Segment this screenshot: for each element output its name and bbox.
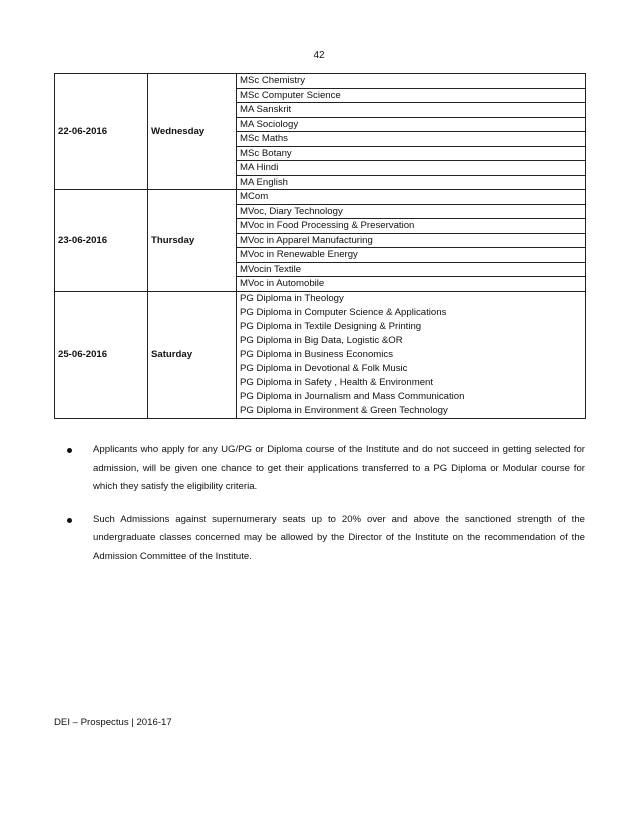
- course-name: MVocin Textile: [237, 262, 586, 277]
- course-name: MVoc, Diary Technology: [237, 204, 586, 219]
- course-name: MA Sociology: [237, 117, 586, 132]
- schedule-date: 22-06-2016: [55, 74, 148, 190]
- course-name: PG Diploma in Journalism and Mass Communication: [240, 390, 465, 402]
- course-name: MVoc in Apparel Manufacturing: [237, 233, 586, 248]
- notes-list: [54, 441, 585, 581]
- table-row: [55, 74, 586, 89]
- table-row: [55, 190, 586, 205]
- course-name: MVoc in Renewable Energy: [237, 248, 586, 263]
- course-name: MA English: [237, 175, 586, 190]
- diploma-course-list: [237, 291, 586, 418]
- schedule-date: 25-06-2016: [55, 291, 148, 418]
- footer-text: DEI – Prospectus | 2016-17: [54, 717, 172, 728]
- course-name: MVoc in Automobile: [237, 277, 586, 292]
- course-name: MA Sanskrit: [237, 103, 586, 118]
- course-name: MSc Chemistry: [237, 74, 586, 89]
- course-name: MSc Maths: [237, 132, 586, 147]
- bullet-icon: [67, 448, 72, 453]
- schedule-day: Wednesday: [148, 74, 237, 190]
- schedule-day: Saturday: [148, 291, 237, 418]
- course-name: PG Diploma in Business Economics: [240, 348, 394, 360]
- course-name: MSc Botany: [237, 146, 586, 161]
- course-name: PG Diploma in Theology: [240, 292, 344, 304]
- bullet-icon: [67, 518, 72, 523]
- list-item: [54, 511, 585, 567]
- schedule-day: Thursday: [148, 190, 237, 292]
- course-name: PG Diploma in Safety , Health & Environment: [240, 376, 434, 388]
- course-name: PG Diploma in Computer Science & Applications: [240, 306, 447, 318]
- course-name: MCom: [237, 190, 586, 205]
- course-name: MVoc in Food Processing & Preservation: [237, 219, 586, 234]
- table-row: [55, 291, 586, 418]
- course-name: PG Diploma in Big Data, Logistic &OR: [240, 334, 403, 346]
- course-name: MSc Computer Science: [237, 88, 586, 103]
- list-item: [54, 441, 585, 497]
- note-text: Such Admissions against supernumerary seats up to 20% over and above the sanctioned strength of the undergraduate classes concerned may be allowed by the Director of the Institute on the recommendation of the Admission Committee of the Institute.: [93, 513, 585, 562]
- exam-schedule-table: [54, 73, 586, 419]
- note-text: Applicants who apply for any UG/PG or Diploma course of the Institute and do not succeed in getting selected for admission, will be given one chance to get their applications transferred to a PG Diploma or Modular course for which they satisfy the eligibility criteria.: [93, 444, 585, 493]
- course-name: PG Diploma in Devotional & Folk Music: [240, 362, 408, 374]
- course-name: PG Diploma in Textile Designing & Printing: [240, 320, 422, 332]
- course-name: MA Hindi: [237, 161, 586, 176]
- page-number: 42: [313, 50, 325, 61]
- schedule-date: 23-06-2016: [55, 190, 148, 292]
- course-name: PG Diploma in Environment & Green Technology: [240, 404, 448, 416]
